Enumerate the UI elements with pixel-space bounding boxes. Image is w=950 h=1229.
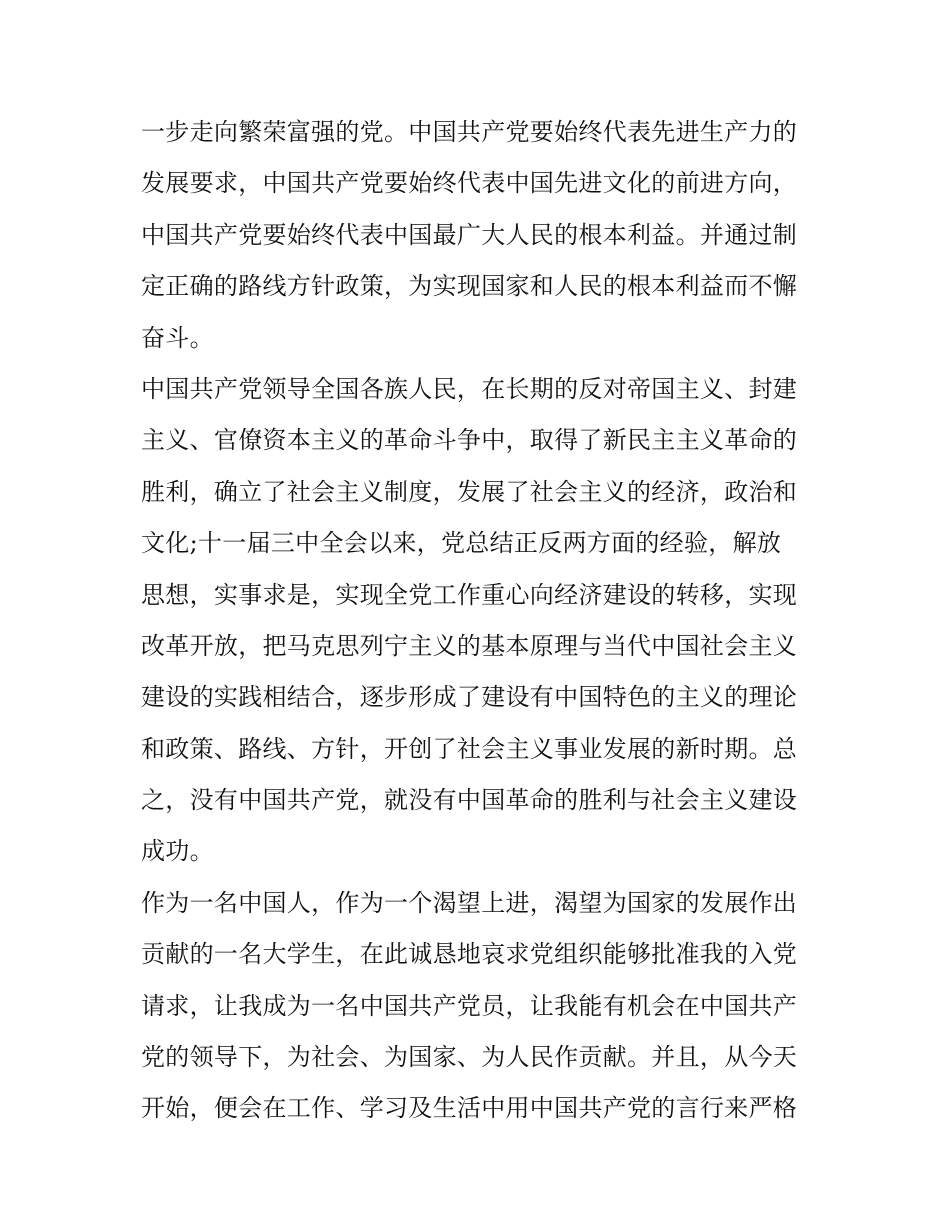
text-line: 贡献的一名大学生，在此诚恳地哀求党组织能够批准我的入党 bbox=[141, 940, 798, 969]
text-line: 和政策、路线、方针，开创了社会主义事业发展的新时期。总 bbox=[141, 734, 798, 763]
text-line: 请求，让我成为一名中国共产党员，让我能有机会在中国共产 bbox=[141, 991, 798, 1020]
text-line: 开始，便会在工作、学习及生活中用中国共产党的言行来严格 bbox=[141, 1094, 798, 1123]
text-line: 建设的实践相结合，逐步形成了建设有中国特色的主义的理论 bbox=[141, 683, 798, 712]
text-line: 一步走向繁荣富强的党。中国共产党要始终代表先进生产力的 bbox=[141, 118, 798, 146]
text-line: 主义、官僚资本主义的革命斗争中，取得了新民主主义革命的 bbox=[141, 426, 798, 455]
document-body bbox=[141, 107, 841, 1135]
text-line: 改革开放，把马克思列宁主义的基本原理与当代中国社会主义 bbox=[141, 631, 798, 660]
text-line: 胜利，确立了社会主义制度，发展了社会主义的经济，政治和 bbox=[141, 477, 798, 506]
text-line: 文化;十一届三中全会以来，党总结正反两方面的经验，解放 bbox=[141, 529, 782, 558]
text-line: 中国共产党领导全国各族人民，在长期的反对帝国主义、封建 bbox=[141, 374, 798, 403]
text-line: 之，没有中国共产党，就没有中国革命的胜利与社会主义建设 bbox=[141, 786, 798, 815]
text-line: 党的领导下，为社会、为国家、为人民作贡献。并且，从今天 bbox=[141, 1043, 798, 1072]
text-line: 成功。 bbox=[141, 837, 214, 866]
text-line: 定正确的路线方针政策，为实现国家和人民的根本利益而不懈 bbox=[141, 272, 798, 301]
text-line: 中国共产党要始终代表中国最广大人民的根本利益。并通过制 bbox=[141, 220, 798, 249]
text-line: 作为一名中国人，作为一个渴望上进，渴望为国家的发展作出 bbox=[141, 888, 798, 917]
text-line: 奋斗。 bbox=[141, 323, 214, 352]
text-line: 思想，实事求是，实现全党工作重心向经济建设的转移，实现 bbox=[141, 580, 798, 609]
text-line: 发展要求，中国共产党要始终代表中国先进文化的前进方向， bbox=[141, 169, 798, 198]
